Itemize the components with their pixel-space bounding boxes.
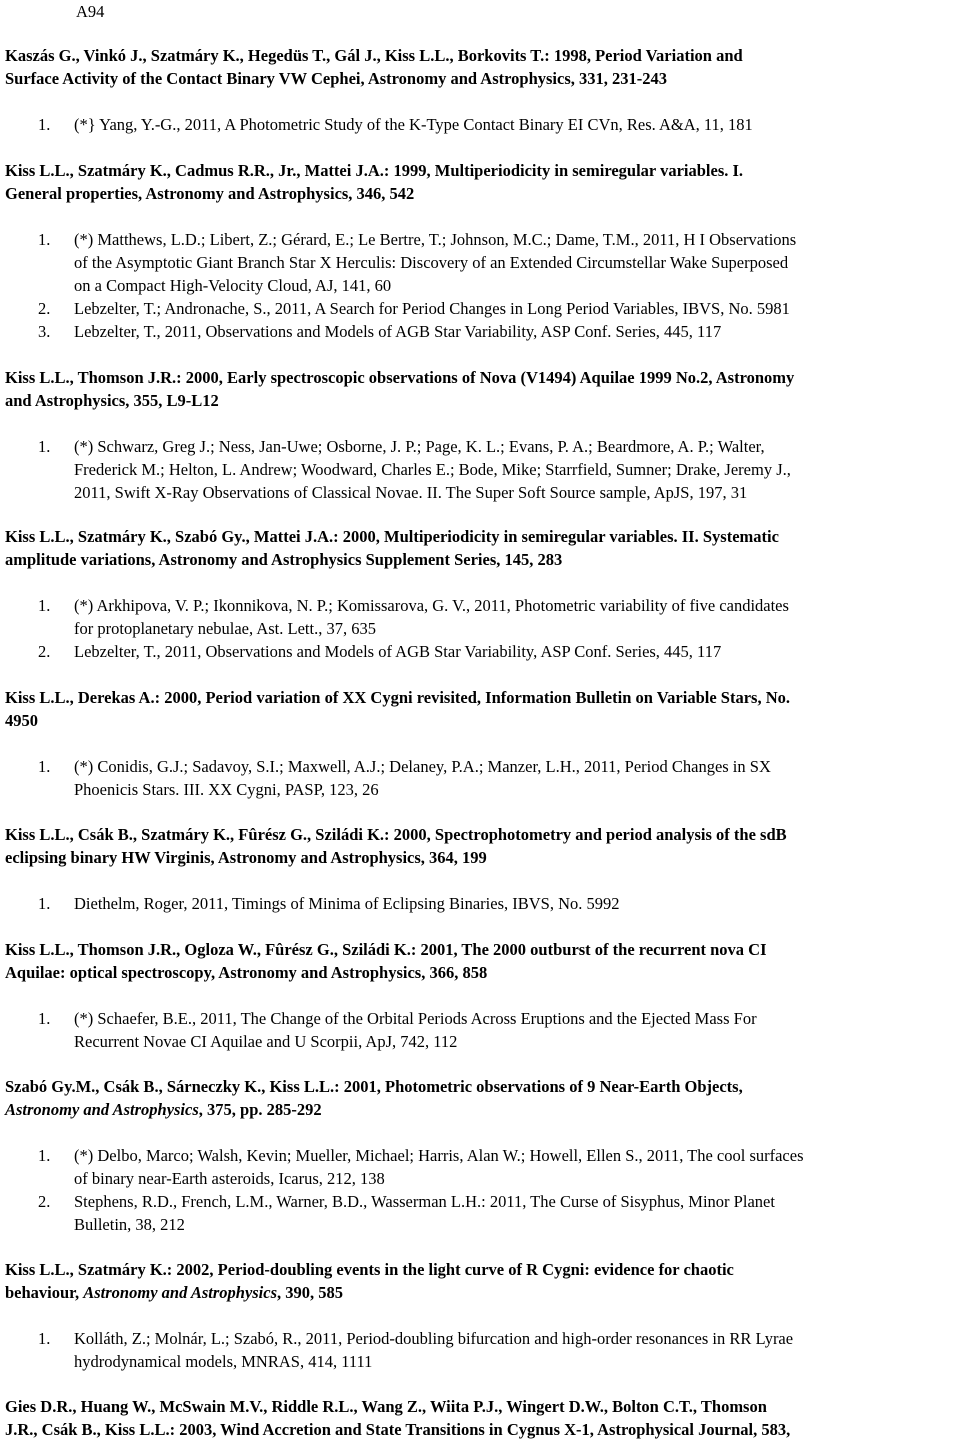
citation-line: Stephens, R.D., French, L.M., Warner, B.D., Wasserman L.H.: 2011, The Curse of Sisyphus, Minor Planet [74,1192,775,1211]
publication-entry [5,686,960,801]
citation-number: 1. [38,1009,51,1028]
publication-heading [5,366,960,412]
citation-number: 2. [38,642,51,661]
heading-line: Gies D.R., Huang W., McSwain M.V., Riddle R.L., Wang Z., Wiita P.J., Wingert D.W., Bolton C.T., Thomson [5,1397,767,1416]
publication-heading [5,1075,960,1121]
publication-entry [5,1258,960,1373]
publication-entry [5,823,960,915]
citation-item [5,113,959,136]
heading-line: 4950 [5,711,38,730]
page-identifier: A94 [76,2,105,21]
publication-entry [5,44,960,136]
heading-line: Kiss L.L., Derekas A.: 2000, Period variation of XX Cygni revisited, Information Bulletin on Variable Stars, No. [5,688,790,707]
publication-entry [5,1395,960,1441]
citation-number: 1. [38,1146,51,1165]
citation-list [5,1327,960,1373]
citation-number: 1. [38,230,51,249]
citation-item [5,435,959,504]
citation-line: (*) Delbo, Marco; Walsh, Kevin; Mueller, Michael; Harris, Alan W.; Howell, Ellen S., 2011, The cool surfaces [74,1146,804,1165]
heading-line: amplitude variations, Astronomy and Astrophysics Supplement Series, 145, 283 [5,550,563,569]
citation-line: hydrodynamical models, MNRAS, 414, 1111 [74,1352,373,1371]
citation-item [5,755,959,801]
heading-line [5,1281,960,1304]
heading-segment: , 390, 585 [277,1283,344,1302]
citation-line: (*) Conidis, G.J.; Sadavoy, S.I.; Maxwell, A.J.; Delaney, P.A.; Manzer, L.H., 2011, Period Changes in SX [74,757,771,776]
publication-entry [5,159,960,343]
citation-item [5,1190,959,1236]
citation-item [5,1327,959,1373]
citation-line: Recurrent Novae CI Aquilae and U Scorpii, ApJ, 742, 112 [74,1032,458,1051]
heading-line [5,1258,960,1281]
citation-number: 3. [38,322,51,341]
citation-number: 2. [38,1192,51,1211]
publication-heading [5,686,960,732]
heading-line [5,1098,960,1121]
publication-heading [5,159,960,205]
heading-segment: , 375, pp. 285-292 [198,1100,322,1119]
citation-number: 2. [38,299,51,318]
citation-line: 2011, Swift X-Ray Observations of Classical Novae. II. The Super Soft Source sample, ApJS, 197, 31 [74,483,748,502]
citation-line: (*} Yang, Y.-G., 2011, A Photometric Study of the K-Type Contact Binary EI CVn, Res. A&A, 11, 181 [74,115,753,134]
citation-number: 1. [38,596,51,615]
heading-line: Kiss L.L., Szatmáry K., Szabó Gy., Mattei J.A.: 2000, Multiperiodicity in semiregular variables. II. Systematic [5,527,779,546]
citation-list [5,755,960,801]
publication-heading [5,1258,960,1304]
citation-item [5,1007,959,1053]
citation-line: Lebzelter, T.; Andronache, S., 2011, A Search for Period Changes in Long Period Variables, IBVS, No. 5981 [74,299,790,318]
citation-line: for protoplanetary nebulae, Ast. Lett., 37, 635 [74,619,376,638]
heading-line: J.R., Csák B., Kiss L.L.: 2003, Wind Accretion and State Transitions in Cygnus X-1, Astrophysical Journal, 583, [5,1420,791,1439]
publication-entry [5,525,960,663]
citation-line: (*) Matthews, L.D.; Libert, Z.; Gérard, E.; Le Bertre, T.; Johnson, M.C.; Dame, T.M., 2011, H I Observations [74,230,797,249]
heading-line: General properties, Astronomy and Astrophysics, 346, 542 [5,184,415,203]
heading-segment: Kiss L.L., Szatmáry K.: 2002, Period-doubling events in the light curve of R Cygni: evidence for chaotic [5,1260,734,1279]
citation-line: (*) Schwarz, Greg J.; Ness, Jan-Uwe; Osborne, J. P.; Page, K. L.; Evans, P. A.; Beardmore, A. P.; Walter, [74,437,765,456]
publication-heading [5,1395,960,1441]
heading-line: Aquilae: optical spectroscopy, Astronomy and Astrophysics, 366, 858 [5,963,488,982]
journal-name: Astronomy and Astrophysics [5,1100,199,1119]
citation-list [5,892,960,915]
citation-line: Kolláth, Z.; Molnár, L.; Szabó, R., 2011, Period-doubling bifurcation and high-order resonances in RR Lyrae [74,1329,794,1348]
heading-line: Surface Activity of the Contact Binary VW Cephei, Astronomy and Astrophysics, 331, 231-243 [5,69,667,88]
citation-item [5,594,959,640]
heading-segment: Szabó Gy.M., Csák B., Sárneczky K., Kiss L.L.: 2001, Photometric observations of 9 Near-Earth Objects, [5,1077,743,1096]
citation-item [5,892,959,915]
heading-line: and Astrophysics, 355, L9-L12 [5,391,219,410]
citation-number: 1. [38,757,51,776]
citation-number: 1. [38,894,51,913]
citation-item [5,228,959,297]
citation-item [5,640,959,663]
citation-list [5,594,960,663]
publication-entry [5,366,960,504]
heading-segment: behaviour, [5,1283,84,1302]
heading-line [5,1075,960,1098]
citation-line: Diethelm, Roger, 2011, Timings of Minima of Eclipsing Binaries, IBVS, No. 5992 [74,894,620,913]
journal-name: Astronomy and Astrophysics [83,1283,278,1302]
citation-line: on a Compact High-Velocity Cloud, AJ, 141, 60 [74,276,392,295]
citation-list [5,228,960,343]
publication-entry [5,938,960,1053]
citation-item [5,1144,959,1190]
citation-line: (*) Schaefer, B.E., 2011, The Change of the Orbital Periods Across Eruptions and the Ejected Mass For [74,1009,757,1028]
citation-line: Bulletin, 38, 212 [74,1215,185,1234]
heading-line: Kaszás G., Vinkó J., Szatmáry K., Hegedüs T., Gál J., Kiss L.L., Borkovits T.: 1998, Period Variation and [5,46,743,65]
citation-item [5,320,959,343]
heading-line: Kiss L.L., Csák B., Szatmáry K., Fûrész G., Sziládi K.: 2000, Spectrophotometry and period analysis of the sdB [5,825,787,844]
citation-line: (*) Arkhipova, V. P.; Ikonnikova, N. P.; Komissarova, G. V., 2011, Photometric variability of five candidates [74,596,789,615]
heading-line: Kiss L.L., Thomson J.R., Ogloza W., Fûrész G., Sziládi K.: 2001, The 2000 outburst of the recurrent nova CI [5,940,767,959]
publication-heading [5,525,960,571]
citation-item [5,297,959,320]
citation-line: Phoenicis Stars. III. XX Cygni, PASP, 123, 26 [74,780,379,799]
citation-line: Lebzelter, T., 2011, Observations and Models of AGB Star Variability, ASP Conf. Series, 445, 117 [74,322,722,341]
citation-line: Lebzelter, T., 2011, Observations and Models of AGB Star Variability, ASP Conf. Series, 445, 117 [74,642,722,661]
heading-line: eclipsing binary HW Virginis, Astronomy and Astrophysics, 364, 199 [5,848,487,867]
publication-heading [5,823,960,869]
citation-list [5,1007,960,1053]
citation-line: Frederick M.; Helton, L. Andrew; Woodward, Charles E.; Bode, Mike; Starrfield, Sumner; Drake, Jeremy J., [74,460,791,479]
citation-number: 1. [38,437,51,456]
citation-line: of binary near-Earth asteroids, Icarus, 212, 138 [74,1169,385,1188]
publication-heading [5,938,960,984]
heading-line: Kiss L.L., Thomson J.R.: 2000, Early spectroscopic observations of Nova (V1494) Aquilae 1999 No.2, Astronomy [5,368,795,387]
publication-heading [5,44,960,90]
heading-line: Kiss L.L., Szatmáry K., Cadmus R.R., Jr., Mattei J.A.: 1999, Multiperiodicity in semiregular variables. I. [5,161,744,180]
citation-list [5,113,960,136]
citation-number: 1. [38,1329,51,1348]
citation-list [5,1144,960,1236]
citation-list [5,435,960,504]
citation-number: 1. [38,115,51,134]
publication-entry [5,1075,960,1236]
citation-line: of the Asymptotic Giant Branch Star X Herculis: Discovery of an Extended Circumstellar Wake Superposed [74,253,789,272]
